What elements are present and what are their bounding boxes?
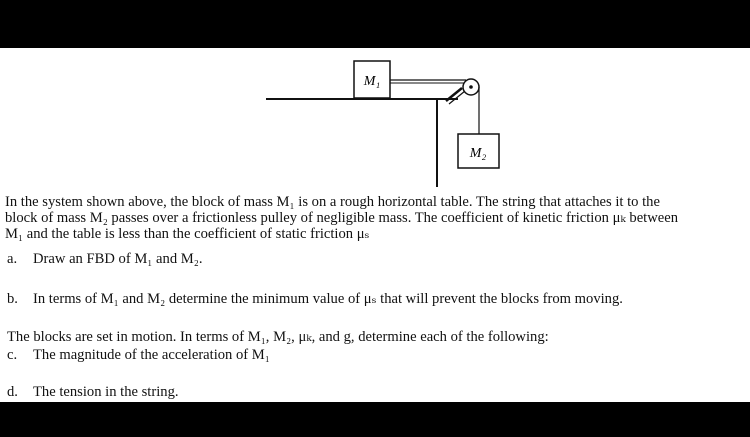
motion-intro: The blocks are set in motion. In terms of M₁, M₂, μₖ, and g, determine each of the following:	[7, 329, 549, 345]
part-a-label: a.	[7, 251, 18, 267]
intro-line: M₁ and the table is less than the coefficient of static friction μₛ	[5, 226, 370, 242]
part-c	[7, 347, 270, 363]
part-a	[7, 251, 202, 267]
part-c-label: c.	[7, 347, 18, 363]
part-d-text: The tension in the string.	[33, 384, 179, 400]
part-c-text: The magnitude of the acceleration of M₁	[33, 347, 270, 363]
intro-line: block of mass M₂ passes over a frictionless pulley of negligible mass. The coefficient of kinetic friction μₖ between	[5, 210, 679, 226]
bottom-black-bar	[0, 402, 750, 437]
part-d	[7, 384, 179, 400]
top-black-bar	[0, 0, 750, 48]
block-m2-label: M₂	[469, 146, 487, 161]
part-b-text: In terms of M₁ and M₂ determine the minimum value of μₛ that will prevent the blocks from moving.	[33, 291, 623, 307]
part-a-text: Draw an FBD of M₁ and M₂.	[33, 251, 203, 267]
pulley-axle	[469, 85, 473, 89]
problem-intro	[5, 194, 678, 242]
block-m1-label: M₁	[363, 74, 381, 89]
part-b-label: b.	[7, 291, 18, 307]
part-b	[7, 291, 623, 307]
pulley-system-diagram	[0, 48, 750, 188]
intro-line: In the system shown above, the block of mass M₁ is on a rough horizontal table. The string that attaches it to the	[5, 194, 660, 210]
part-d-label: d.	[7, 384, 18, 400]
